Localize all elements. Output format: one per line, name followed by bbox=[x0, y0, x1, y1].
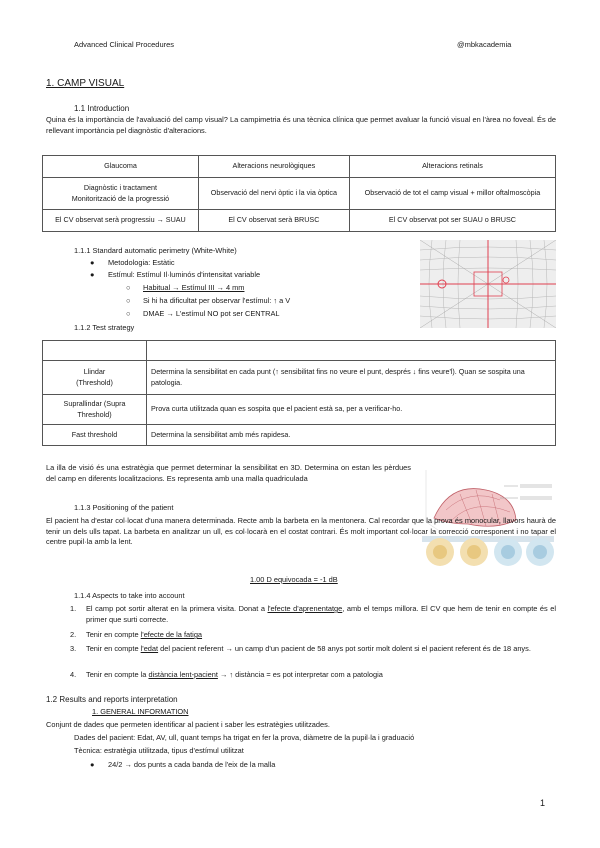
test-strategy-title: 1.1.2 Test strategy bbox=[74, 323, 135, 332]
table-cell: Suprallindar (Supra Threshold) bbox=[43, 395, 147, 425]
visual-field-grid-image bbox=[420, 240, 556, 328]
list-item bbox=[86, 630, 556, 641]
general-info-title: 1. GENERAL INFORMATION bbox=[92, 707, 189, 716]
table-cell: Observació del nervi òptic i la via òptica bbox=[198, 178, 349, 210]
list-item bbox=[86, 604, 556, 625]
table-cell bbox=[147, 341, 556, 361]
list-item-text: , amb el temps millora. El CV que hem de tenir en compte és el primer que surti correcte. bbox=[86, 604, 556, 624]
list-item-text: → ↑ distància = es pot interpretar com a patologia bbox=[217, 670, 383, 679]
table-cell: Observació de tot el camp visual + millor oftalmoscòpia bbox=[349, 178, 555, 210]
bullet-dot-icon: ● bbox=[90, 258, 95, 267]
circle-bullet-icon: ○ bbox=[126, 296, 131, 305]
island-of-vision-image bbox=[420, 460, 556, 568]
table-cell bbox=[43, 361, 147, 395]
results-title: 1.2 Results and reports interpretation bbox=[46, 695, 178, 704]
table-cell: Prova curta utilitzada quan es sospita que el pacient està sa, per a verificar-ho. bbox=[147, 395, 556, 425]
list-item bbox=[86, 670, 556, 681]
list-number: 2. bbox=[70, 630, 77, 639]
sap-bullet-1: Metodologia: Estàtic bbox=[108, 258, 175, 267]
sap-title: 1.1.1 Standard automatic perimetry (White-White) bbox=[74, 246, 237, 255]
positioning-paragraph: El pacient ha d'estar col·locat d'una manera determinada. Recte amb la barbeta en la mentonera. Cal recordar que la prova és monocular, llavors haurà de tenir un dels ulls tapat. La barbeta en analitzar un ull, es col·locarà en el costat contrari. És molt important col·locar la correcció corresponent i no tapar el centre pupil·la amb la lent. bbox=[46, 516, 556, 547]
list-item-emphasis: l'efecte d'aprenentatge bbox=[267, 604, 343, 613]
table-cell-text: Determina la sensibilitat en cada punt (↑ sensibilitat fins no veure el punt, després ↓ fins veure'l). Quan se sospita una patologia. bbox=[151, 367, 525, 387]
table-cell: Determina la sensibilitat amb més rapidesa. bbox=[147, 425, 556, 446]
table-cell: Fast threshold bbox=[43, 425, 147, 446]
list-item-text: El camp pot sortir alterat en la primera visita. Donat a bbox=[86, 604, 268, 613]
bullet-dot-icon: ● bbox=[90, 760, 95, 769]
positioning-title: 1.1.3 Positioning of the patient bbox=[74, 503, 174, 512]
table-cell: El CV observat serà BRUSC bbox=[198, 210, 349, 232]
subsection-title: 1.1 Introduction bbox=[74, 104, 130, 113]
list-number: 1. bbox=[70, 604, 77, 613]
table-cell-text: Llindar (Threshold) bbox=[76, 367, 113, 387]
results-line-2: Dades del pacient: Edat, AV, ull, quant temps ha trigat en fer la prova, diàmetre de la pupil·la i graduació bbox=[74, 733, 415, 742]
table-cell-text: Diagnòstic i tractament Monitorització de la progressió bbox=[71, 183, 170, 203]
list-item-text: Tenir en compte bbox=[86, 630, 141, 639]
list-item-text: Tenir en compte la bbox=[86, 670, 149, 679]
results-line-1: Conjunt de dades que permeten identificar al pacient i saber les estratègies utilitzades. bbox=[46, 720, 330, 729]
circle-bullet-icon: ○ bbox=[126, 309, 131, 318]
sap-sub-1: Habitual → Estímul III → 4 mm bbox=[143, 283, 245, 292]
list-item-emphasis: distància lent-pacient bbox=[148, 670, 218, 679]
results-bullet: 24/2 → dos punts a cada banda de l'eix de la malla bbox=[108, 760, 276, 769]
sap-bullet-2: Estímul: Estímul Il·luminós d'intensitat variable bbox=[108, 270, 261, 279]
list-number: 3. bbox=[70, 644, 77, 653]
aspects-title: 1.1.4 Aspects to take into account bbox=[74, 591, 185, 600]
intro-paragraph: Quina és la importància de l'avaluació del camp visual? La campimetria és una tècnica clínica que permet avaluar la funció visual en l'àrea no foveal. És de rellevant importància pel diagnòstic d'alteracions. bbox=[46, 115, 556, 135]
sap-sub-3: DMAE → L'estímul NO pot ser CENTRAL bbox=[143, 309, 280, 318]
page-number: 1 bbox=[540, 798, 546, 808]
section-title: 1. CAMP VISUAL bbox=[46, 78, 125, 89]
table-cell bbox=[43, 341, 147, 361]
table-header: Glaucoma bbox=[43, 156, 199, 178]
table-cell: El CV observat serà progressiu → SUAU bbox=[43, 210, 199, 232]
list-number: 4. bbox=[70, 670, 77, 679]
list-item-emphasis: l'edat bbox=[140, 644, 159, 653]
correction-note: 1.00 D equivocada = -1 dB bbox=[250, 575, 338, 584]
table-cell bbox=[147, 361, 556, 395]
test-strategy-table bbox=[42, 340, 556, 446]
table-header: Alteracions retinals bbox=[349, 156, 555, 178]
results-line-3: Tècnica: estratègia utilitzada, tipus d'estímul utilitzat bbox=[74, 746, 244, 755]
table-cell: El CV observat pot ser SUAU o BRUSC bbox=[349, 210, 555, 232]
bullet-dot-icon: ● bbox=[90, 270, 95, 279]
island-paragraph: La illa de visió és una estratègia que permet determinar la sensibilitat en 3D. Determina on estan les pèrdues del camp en diferents localitzacions. Es representa amb una malla quadriculada bbox=[46, 463, 411, 483]
header-handle: @mbkacademia bbox=[457, 40, 512, 49]
list-item-emphasis: l'efecte de la fatiga bbox=[140, 630, 203, 639]
list-item-text: del pacient referent → un camp d'un pacient de 58 anys pot sortir molt dolent si el pacient referent és de 18 anys. bbox=[158, 644, 531, 653]
alterations-table bbox=[42, 155, 556, 232]
header-title: Advanced Clinical Procedures bbox=[74, 40, 175, 49]
table-cell bbox=[43, 178, 199, 210]
list-item-text: Tenir en compte bbox=[86, 644, 141, 653]
circle-bullet-icon: ○ bbox=[126, 283, 131, 292]
sap-sub-2: Si hi ha dificultat per observar l'estímul: ↑ a V bbox=[143, 296, 291, 305]
table-header: Alteracions neurològiques bbox=[198, 156, 349, 178]
list-item bbox=[86, 644, 556, 655]
